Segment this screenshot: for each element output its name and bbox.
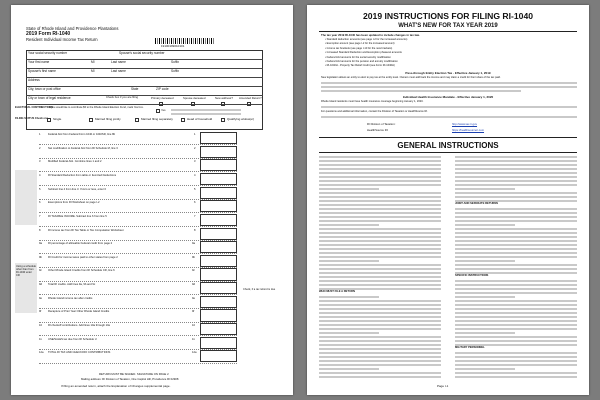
note-text-2: For questions and additional information, contact the Division of Taxation or HealthSource RI. — [321, 110, 428, 113]
text-line — [319, 340, 441, 342]
text-line — [319, 296, 379, 298]
text-line — [319, 192, 441, 194]
line-number: 9d — [39, 283, 42, 287]
form-ri1040-page — [11, 5, 293, 395]
line-number: 11 — [39, 337, 42, 341]
page-number: Page I-1 — [437, 384, 449, 388]
text-line — [319, 320, 441, 322]
line-number: 3 — [39, 160, 41, 164]
text-line — [455, 224, 515, 226]
line-label: RI Credit for income taxes paid to other states from page 2 — [48, 255, 118, 259]
line-label: Exemptions from RI Worksheet on page I-2 — [48, 201, 100, 205]
line-number-right: 7 — [194, 214, 196, 218]
text-line — [455, 292, 577, 294]
line-number-right: 6 — [194, 201, 196, 205]
line-number: 8 — [39, 228, 41, 232]
suffix-field[interactable]: Suffix — [171, 60, 179, 64]
contact-taxation-label: RI Division of Taxation: — [367, 122, 396, 126]
mfs-checkbox[interactable] — [135, 118, 139, 122]
line-number-right: 1 — [194, 133, 196, 136]
text-line — [319, 304, 441, 306]
whats-new-item: • RI-1040H - Property Tax Relief Credit (see Form RI-1040H) — [325, 64, 395, 68]
line-number-right: 9e — [192, 296, 195, 300]
amount-input[interactable] — [200, 323, 237, 335]
text-line — [455, 184, 577, 186]
footer-amended: If filing an amended return, attach the Explanation of Changes supplemental page. — [61, 384, 171, 388]
electoral-yes-label: Yes — [161, 108, 166, 112]
text-line — [319, 308, 441, 310]
text-line — [319, 276, 441, 278]
spouse-suffix-field[interactable]: Suffix — [171, 69, 179, 73]
text-line — [319, 348, 441, 350]
line-number: 9e — [39, 296, 42, 300]
text-line — [455, 356, 577, 358]
text-line — [319, 212, 441, 214]
line-number-right: 9b — [192, 255, 195, 259]
amount-input[interactable] — [200, 268, 237, 280]
city-legal-residence-field[interactable]: City or town of legal residence — [28, 96, 71, 100]
text-line — [319, 240, 441, 242]
text-line — [455, 268, 577, 270]
text-line — [455, 192, 577, 194]
section-heading: WHO MUST FILE A RETURN — [319, 290, 355, 293]
line-label: RI percentage of allowable Federal credit from page 2 — [48, 242, 113, 246]
spouse-deceased-label: Spouse deceased — [183, 96, 206, 100]
text-line — [455, 172, 577, 174]
text-line — [319, 176, 441, 178]
line-label: TOTAL RI TAX AND CHECKOFF CONTRIBUTIONS — [48, 351, 111, 355]
line-number: 9c — [39, 269, 42, 273]
line-label: USE/SALES tax due from RI Schedule U — [48, 337, 97, 341]
text-line — [455, 236, 577, 238]
line-number: 4 — [39, 173, 41, 177]
whats-new-item: • Increased Standard Deduction and Exemption phaseout amounts — [325, 51, 402, 55]
text-line — [319, 224, 379, 226]
text-line — [455, 312, 577, 314]
line-label: Modified Federal AGI. Combine lines 1 and 2 — [48, 160, 102, 164]
text-line — [319, 284, 441, 286]
text-line — [455, 164, 577, 166]
line-number: 2 — [39, 146, 41, 150]
intro-text: The tax year 2019 RI-1040 has been updated to include changes in tax law. — [321, 33, 420, 37]
line-number-right: 9c — [192, 269, 195, 273]
text-line — [319, 236, 441, 238]
text-line — [319, 184, 441, 186]
text-line — [319, 356, 441, 358]
amount-input[interactable] — [200, 309, 237, 321]
line-label: Rhode Island income tax after credits — [48, 296, 93, 300]
first-name-field[interactable]: Your first name — [28, 60, 50, 64]
line-number-right: 12a — [192, 351, 197, 355]
hoh-checkbox[interactable] — [181, 118, 185, 122]
amount-input[interactable] — [200, 228, 237, 240]
text-line — [319, 260, 379, 262]
whats-new-heading: WHAT'S NEW FOR TAX YEAR 2019 — [398, 23, 498, 29]
text-line — [319, 168, 441, 170]
text-line — [455, 168, 577, 170]
spouse-first-name-field[interactable]: Spouse's first name — [28, 69, 56, 73]
line-number: 12a — [39, 351, 44, 355]
text-line — [319, 280, 441, 282]
text-line — [319, 156, 441, 158]
new-address-label: New address? — [215, 96, 233, 100]
text-line — [319, 232, 441, 234]
text-line — [319, 352, 441, 354]
spouse-mi-field[interactable]: MI — [91, 69, 95, 73]
general-instructions-heading: GENERAL INSTRUCTIONS — [397, 141, 499, 150]
line-number: 7 — [39, 214, 41, 218]
contact-taxation-link[interactable]: http://www.tax.ri.gov — [452, 122, 478, 126]
line-number-right: 3 — [194, 160, 196, 164]
text-line — [319, 272, 441, 274]
line-label: RI checkoff contributions. Add lines 10a through 10e — [48, 324, 111, 328]
line-label: RI TAXABLE INCOME. Subtract line 6 from line 5 — [48, 214, 107, 218]
form-header-subtitle: Resident Individual Income Tax Return — [26, 37, 98, 42]
text-line — [455, 364, 577, 366]
line-label: Recapture of Prior Year Other Rhode Island Credits — [48, 310, 110, 314]
primary-deceased-checkbox[interactable] — [159, 102, 163, 106]
text-line — [319, 336, 441, 338]
note-heading: Individual Health Insurance Mandate - Effective January 1, 2020 — [402, 95, 494, 99]
amount-input[interactable] — [200, 282, 237, 294]
text-line — [319, 332, 379, 334]
text-line — [455, 368, 515, 370]
spouse-ssn-field[interactable]: Spouse's social security number — [119, 51, 165, 55]
single-label: Single — [53, 117, 62, 121]
line-number: 6 — [39, 201, 41, 205]
passthrough-text: New legislation allows an entity to elect to pay tax at the entity level. Owners must add back the income and may claim a credit for their share of the tax paid. — [321, 76, 501, 79]
line-label: Subtract line 4 from line 3. If zero or less, enter 0 — [48, 187, 106, 191]
line-label: Net modification to Federal AGI from RI Schedule M, line 3 — [48, 146, 118, 150]
text-line — [455, 352, 577, 354]
text-line — [455, 196, 577, 198]
line-number-right: 8 — [194, 228, 196, 232]
text-line — [455, 340, 577, 342]
text-line — [455, 156, 577, 158]
text-line — [319, 228, 441, 230]
amount-input[interactable] — [200, 255, 237, 267]
amount-input[interactable] — [200, 350, 237, 362]
line-number-right: 10 — [192, 324, 195, 328]
spouse-last-name-field[interactable]: Last name — [111, 69, 126, 73]
electoral-label: ELECTORAL CONTRIBUTIONS — [15, 106, 54, 109]
text-line — [455, 216, 577, 218]
text-line — [455, 240, 577, 242]
state-field[interactable]: State — [131, 87, 139, 91]
barcode-number: 19100199010101 — [161, 44, 185, 48]
line-number-right: 9f — [192, 310, 195, 314]
text-line — [455, 212, 577, 214]
amount-input[interactable] — [200, 187, 237, 199]
text-line — [455, 244, 577, 246]
amended-label: Amended Return? — [239, 96, 262, 100]
text-line — [319, 368, 379, 370]
text-line — [455, 248, 577, 250]
text-line — [455, 228, 577, 230]
line-label: Total RI credits. Add lines 9a, 9b and 9c — [48, 283, 96, 287]
line-number: 9f — [39, 310, 42, 314]
refund-side-note: Check, if a tax refund is due — [243, 288, 276, 291]
amount-input[interactable] — [200, 159, 237, 171]
side-box-text: Using a schedule other than from RI-1040 enter CR — [16, 265, 36, 278]
electoral-text: If you would like to contribute $5 to the Rhode Island Election Fund, mark Yes box. — [49, 106, 144, 109]
text-line — [319, 328, 441, 330]
text-line — [455, 300, 577, 302]
filing-status-label: FILING STATUS Check one — [15, 117, 49, 120]
amount-input[interactable] — [200, 241, 237, 253]
text-line — [319, 188, 379, 190]
line-label: RI income tax from RI Tax Table or Tax Computation Worksheet — [48, 228, 124, 232]
footer-mailing: Mailing address: RI Division of Taxation, One Capitol Hill, Providence RI 02908 — [81, 377, 179, 381]
text-line — [319, 264, 441, 266]
amount-input[interactable] — [200, 337, 237, 349]
instructions-page — [307, 5, 589, 395]
line-rule — [39, 363, 237, 364]
text-line — [455, 208, 577, 210]
text-line — [455, 188, 515, 190]
text-line — [455, 296, 515, 298]
text-line — [455, 284, 577, 286]
text-line — [455, 308, 577, 310]
mi-field[interactable]: MI — [91, 60, 95, 64]
line-number-right: 9d — [192, 283, 195, 287]
section-heading: MILITARY PERSONNEL — [455, 346, 485, 349]
text-line — [319, 300, 441, 302]
instructions-title: 2019 INSTRUCTIONS FOR FILING RI-1040 — [363, 11, 533, 21]
text-line — [319, 216, 441, 218]
text-line — [455, 260, 515, 262]
text-line — [319, 208, 441, 210]
single-checkbox[interactable] — [47, 118, 51, 122]
text-line — [319, 164, 441, 166]
amount-input[interactable] — [200, 146, 237, 158]
text-line — [455, 332, 515, 334]
line-number: 1 — [39, 133, 41, 136]
line-label: Federal AGI from Federal Form 1040 or 1040SR, line 8b — [48, 133, 116, 136]
whats-new-item: • Standard deduction amounts (see page I-2 for the increased amounts) — [325, 38, 408, 41]
line-label: Other Rhode Island Credits from RI Schedule CR, line 6 — [48, 269, 115, 273]
text-line — [455, 304, 577, 306]
amount-input[interactable] — [200, 132, 237, 144]
text-line — [455, 316, 577, 318]
line-number-right: 5 — [194, 187, 196, 191]
text-line — [455, 360, 577, 362]
line-number-right: 9a — [192, 242, 195, 246]
text-line — [319, 248, 441, 250]
amount-input[interactable] — [200, 173, 237, 185]
contact-healthsource-link[interactable]: https://healthsourceri.com — [452, 128, 485, 132]
text-line — [455, 280, 577, 282]
check-if-filing-label: Check box if you are filing — [106, 95, 139, 99]
text-line — [455, 320, 577, 322]
qw-label: Qualifying widow(er) — [227, 117, 255, 121]
passthrough-heading: Pass-through Entity Election Tax - Effective January 1, 2019 — [405, 71, 491, 75]
line-number: 9a — [39, 242, 42, 246]
mfj-label: Married filing jointly — [95, 117, 121, 121]
note-text: Rhode Island residents must have health insurance coverage beginning January 1, 2020. — [321, 100, 424, 103]
new-address-checkbox[interactable] — [221, 102, 225, 106]
section-heading: SPECIFIC INSTRUCTIONS — [455, 274, 489, 277]
text-line — [455, 176, 577, 178]
text-line — [319, 256, 441, 258]
zip-field[interactable]: ZIP code — [156, 87, 169, 91]
text-line — [319, 372, 441, 374]
text-line — [319, 312, 441, 314]
amended-checkbox[interactable] — [247, 102, 251, 106]
text-line — [319, 196, 441, 198]
footer-sign: RETURN MUST BE SIGNED. SIGNATURE ON PAGE 2 — [99, 372, 169, 376]
text-line — [319, 204, 441, 206]
text-line — [319, 324, 441, 326]
text-line — [319, 360, 441, 362]
text-line — [455, 180, 577, 182]
text-line — [319, 344, 441, 346]
text-line — [455, 328, 577, 330]
form-header-title: 2019 Form RI-1040 — [26, 31, 71, 37]
text-line — [455, 324, 577, 326]
text-line — [319, 172, 441, 174]
city-field[interactable]: City, town or post office — [28, 87, 61, 91]
section-heading: JOINT AND SEPARATE RETURNS — [455, 202, 499, 205]
text-line — [319, 160, 441, 162]
text-line — [455, 376, 577, 378]
line-number: 5 — [39, 187, 41, 191]
mfj-checkbox[interactable] — [89, 118, 93, 122]
spouse-deceased-checkbox[interactable] — [191, 102, 195, 106]
text-line — [455, 264, 577, 266]
text-line — [319, 316, 441, 318]
line-number: 10 — [39, 324, 42, 328]
text-line — [455, 160, 577, 162]
whats-new-item: • Income tax brackets (see page I-10 for the new brackets) — [325, 46, 393, 50]
side-note-attach — [15, 170, 37, 225]
address-field[interactable]: Address — [28, 78, 40, 82]
ssn-field[interactable]: Your social security number — [28, 51, 68, 55]
line-number-right: 11 — [192, 337, 195, 341]
text-line — [455, 220, 577, 222]
text-line — [319, 252, 441, 254]
line-number-right: 2 — [194, 146, 196, 150]
text-line — [319, 220, 441, 222]
whats-new-item: • Federal AGI amounts for the pension and annuity modification — [325, 60, 398, 63]
electoral-yes-checkbox[interactable] — [156, 109, 160, 113]
amount-input[interactable] — [200, 214, 237, 226]
text-line — [455, 336, 577, 338]
text-line — [319, 200, 441, 202]
text-line — [455, 252, 577, 254]
text-line — [455, 256, 577, 258]
text-line — [455, 372, 577, 374]
contact-healthsource-label: HealthSource RI: — [367, 128, 389, 132]
qw-checkbox[interactable] — [221, 118, 225, 122]
whats-new-item: • Exemption amount (see page I-2 for the increased amount) — [325, 42, 395, 46]
line-number: 9b — [39, 255, 42, 259]
amount-input[interactable] — [200, 296, 237, 308]
hoh-label: Head of household — [187, 117, 213, 121]
mfs-label: Married filing separately — [141, 117, 173, 121]
text-line — [319, 268, 441, 270]
line-label: RI Standard Deduction from table or Itemized Deductions — [48, 173, 117, 177]
form-header-state: State of Rhode Island and Providence Plantations — [26, 26, 119, 31]
text-line — [319, 244, 441, 246]
line-number-right: 4 — [194, 173, 196, 177]
text-line — [455, 288, 577, 290]
last-name-field[interactable]: Last name — [111, 60, 126, 64]
text-line — [455, 232, 577, 234]
primary-deceased-label: Primary deceased — [151, 96, 174, 100]
text-line — [319, 376, 441, 378]
whats-new-item: • Federal AGI amounts for the social security modification — [325, 55, 391, 59]
text-line — [319, 364, 441, 366]
text-line — [319, 180, 441, 182]
amount-input[interactable] — [200, 200, 237, 212]
